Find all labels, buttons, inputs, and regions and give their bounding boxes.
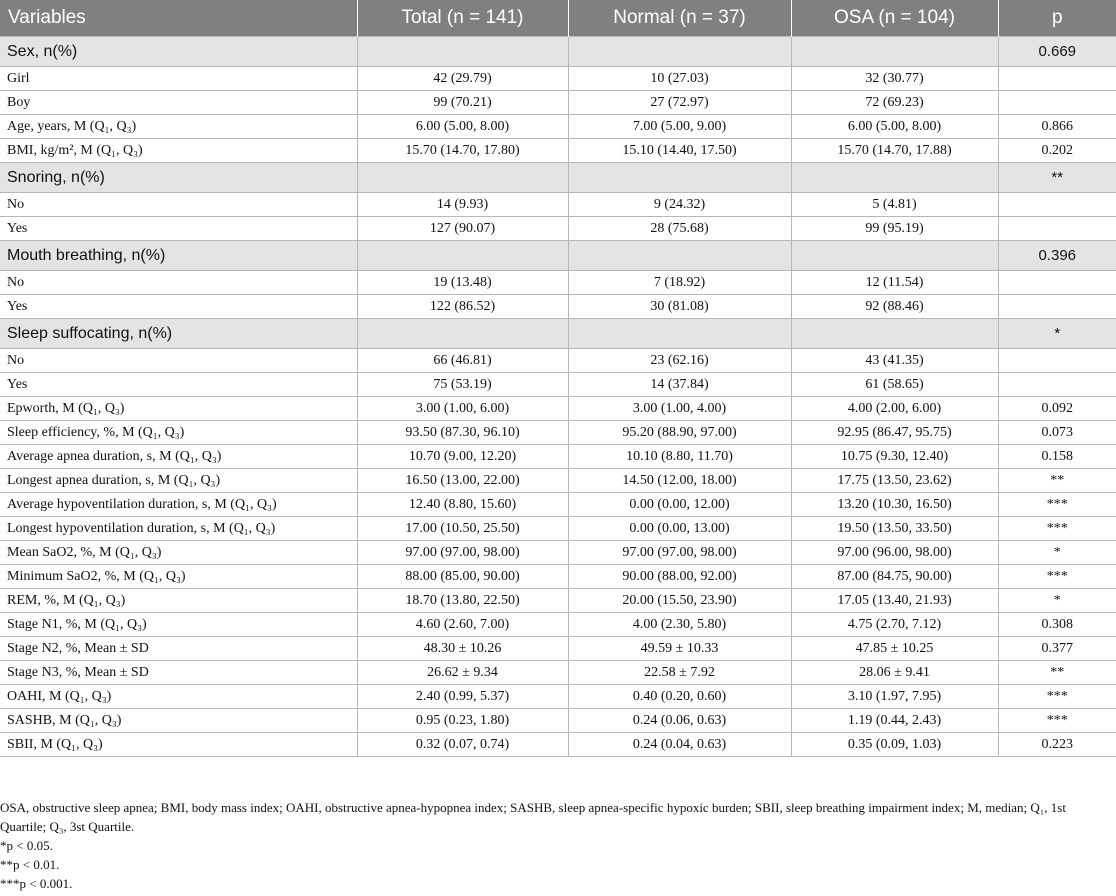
value-cell: 28.06 ± 9.41 <box>791 661 998 685</box>
value-cell: 42 (29.79) <box>357 67 568 91</box>
value-cell: 16.50 (13.00, 22.00) <box>357 469 568 493</box>
value-cell: 47.85 ± 10.25 <box>791 637 998 661</box>
p-value-cell: 0.092 <box>998 397 1116 421</box>
value-cell: 7.00 (5.00, 9.00) <box>568 115 791 139</box>
value-cell <box>568 163 791 193</box>
value-cell: 12 (11.54) <box>791 271 998 295</box>
row-label: Snoring, n(%) <box>0 163 357 193</box>
value-cell: 4.60 (2.60, 7.00) <box>357 613 568 637</box>
value-cell: 95.20 (88.90, 97.00) <box>568 421 791 445</box>
p-value-cell: 0.308 <box>998 613 1116 637</box>
value-cell: 0.00 (0.00, 13.00) <box>568 517 791 541</box>
row-label: Sleep efficiency, %, M (Q₁, Q₃) <box>0 421 357 445</box>
value-cell <box>791 319 998 349</box>
value-cell <box>357 163 568 193</box>
header-normal: Normal (n = 37) <box>568 0 791 37</box>
value-cell: 22.58 ± 7.92 <box>568 661 791 685</box>
value-cell: 0.32 (0.07, 0.74) <box>357 733 568 757</box>
section-row <box>0 241 1116 271</box>
value-cell: 3.00 (1.00, 4.00) <box>568 397 791 421</box>
p-value-cell: 0.396 <box>998 241 1116 271</box>
table-row <box>0 589 1116 613</box>
value-cell: 19.50 (13.50, 33.50) <box>791 517 998 541</box>
p-value-cell <box>998 271 1116 295</box>
row-label: OAHI, M (Q₁, Q₃) <box>0 685 357 709</box>
table-row <box>0 271 1116 295</box>
value-cell: 15.70 (14.70, 17.88) <box>791 139 998 163</box>
footnote-p0001: ***p < 0.001. <box>0 876 73 891</box>
value-cell: 32 (30.77) <box>791 67 998 91</box>
row-label: Yes <box>0 295 357 319</box>
value-cell: 3.10 (1.97, 7.95) <box>791 685 998 709</box>
section-row <box>0 163 1116 193</box>
table-body <box>0 37 1116 757</box>
p-value-cell: 0.866 <box>998 115 1116 139</box>
row-label: Girl <box>0 67 357 91</box>
table-row <box>0 493 1116 517</box>
p-value-cell: *** <box>998 709 1116 733</box>
value-cell: 9 (24.32) <box>568 193 791 217</box>
p-value-cell <box>998 349 1116 373</box>
value-cell: 0.24 (0.04, 0.63) <box>568 733 791 757</box>
value-cell: 3.00 (1.00, 6.00) <box>357 397 568 421</box>
value-cell: 43 (41.35) <box>791 349 998 373</box>
row-label: Yes <box>0 217 357 241</box>
row-label: Longest apnea duration, s, M (Q₁, Q₃) <box>0 469 357 493</box>
p-value-cell: *** <box>998 565 1116 589</box>
value-cell: 88.00 (85.00, 90.00) <box>357 565 568 589</box>
value-cell <box>357 319 568 349</box>
value-cell: 97.00 (97.00, 98.00) <box>357 541 568 565</box>
p-value-cell <box>998 295 1116 319</box>
p-value-cell <box>998 217 1116 241</box>
p-value-cell: 0.377 <box>998 637 1116 661</box>
header-p: p <box>998 0 1116 37</box>
row-label: Stage N2, %, Mean ± SD <box>0 637 357 661</box>
row-label: Sex, n(%) <box>0 37 357 67</box>
value-cell: 92.95 (86.47, 95.75) <box>791 421 998 445</box>
value-cell <box>791 37 998 67</box>
value-cell: 0.00 (0.00, 12.00) <box>568 493 791 517</box>
section-row <box>0 37 1116 67</box>
value-cell: 66 (46.81) <box>357 349 568 373</box>
p-value-cell <box>998 373 1116 397</box>
value-cell: 0.35 (0.09, 1.03) <box>791 733 998 757</box>
p-value-cell: 0.202 <box>998 139 1116 163</box>
row-label: No <box>0 271 357 295</box>
value-cell <box>357 37 568 67</box>
value-cell: 90.00 (88.00, 92.00) <box>568 565 791 589</box>
row-label: No <box>0 193 357 217</box>
p-value-cell: * <box>998 541 1116 565</box>
value-cell: 0.95 (0.23, 1.80) <box>357 709 568 733</box>
p-value-cell: * <box>998 589 1116 613</box>
header-osa: OSA (n = 104) <box>791 0 998 37</box>
table-row <box>0 373 1116 397</box>
value-cell: 0.24 (0.06, 0.63) <box>568 709 791 733</box>
table-row <box>0 349 1116 373</box>
value-cell: 2.40 (0.99, 5.37) <box>357 685 568 709</box>
p-value-cell: *** <box>998 517 1116 541</box>
value-cell: 92 (88.46) <box>791 295 998 319</box>
footnote-p005: *p < 0.05. <box>0 838 53 853</box>
header-row <box>0 0 1116 37</box>
row-label: SASHB, M (Q₁, Q₃) <box>0 709 357 733</box>
value-cell <box>357 241 568 271</box>
value-cell: 20.00 (15.50, 23.90) <box>568 589 791 613</box>
value-cell: 28 (75.68) <box>568 217 791 241</box>
value-cell <box>791 163 998 193</box>
row-label: Boy <box>0 91 357 115</box>
value-cell: 6.00 (5.00, 8.00) <box>791 115 998 139</box>
p-value-cell: 0.669 <box>998 37 1116 67</box>
value-cell: 10 (27.03) <box>568 67 791 91</box>
header-variables: Variables <box>0 0 357 37</box>
value-cell: 27 (72.97) <box>568 91 791 115</box>
value-cell: 48.30 ± 10.26 <box>357 637 568 661</box>
value-cell: 14.50 (12.00, 18.00) <box>568 469 791 493</box>
value-cell: 26.62 ± 9.34 <box>357 661 568 685</box>
value-cell: 49.59 ± 10.33 <box>568 637 791 661</box>
value-cell: 15.70 (14.70, 17.80) <box>357 139 568 163</box>
table-row <box>0 541 1116 565</box>
value-cell: 122 (86.52) <box>357 295 568 319</box>
table-row <box>0 217 1116 241</box>
table-row <box>0 91 1116 115</box>
value-cell: 15.10 (14.40, 17.50) <box>568 139 791 163</box>
p-value-cell: ** <box>998 661 1116 685</box>
p-value-cell: 0.223 <box>998 733 1116 757</box>
value-cell: 4.75 (2.70, 7.12) <box>791 613 998 637</box>
p-value-cell: *** <box>998 685 1116 709</box>
table-row <box>0 469 1116 493</box>
header-total: Total (n = 141) <box>357 0 568 37</box>
value-cell: 0.40 (0.20, 0.60) <box>568 685 791 709</box>
p-value-cell: ** <box>998 163 1116 193</box>
value-cell <box>791 241 998 271</box>
value-cell: 5 (4.81) <box>791 193 998 217</box>
footnotes <box>0 798 1116 893</box>
value-cell: 10.75 (9.30, 12.40) <box>791 445 998 469</box>
row-label: Longest hypoventilation duration, s, M (Q₁, Q₃) <box>0 517 357 541</box>
table-row <box>0 613 1116 637</box>
value-cell: 12.40 (8.80, 15.60) <box>357 493 568 517</box>
value-cell: 4.00 (2.30, 5.80) <box>568 613 791 637</box>
row-label: Age, years, M (Q₁, Q₃) <box>0 115 357 139</box>
value-cell: 99 (70.21) <box>357 91 568 115</box>
value-cell: 14 (9.93) <box>357 193 568 217</box>
value-cell: 4.00 (2.00, 6.00) <box>791 397 998 421</box>
value-cell: 6.00 (5.00, 8.00) <box>357 115 568 139</box>
row-label: Minimum SaO2, %, M (Q₁, Q₃) <box>0 565 357 589</box>
value-cell: 19 (13.48) <box>357 271 568 295</box>
value-cell: 75 (53.19) <box>357 373 568 397</box>
value-cell: 10.10 (8.80, 11.70) <box>568 445 791 469</box>
value-cell: 23 (62.16) <box>568 349 791 373</box>
row-label: REM, %, M (Q₁, Q₃) <box>0 589 357 613</box>
value-cell <box>568 241 791 271</box>
table-row <box>0 685 1116 709</box>
row-label: Yes <box>0 373 357 397</box>
value-cell <box>568 319 791 349</box>
table-row <box>0 193 1116 217</box>
section-row <box>0 319 1116 349</box>
p-value-cell: * <box>998 319 1116 349</box>
p-value-cell: 0.158 <box>998 445 1116 469</box>
table-row <box>0 733 1116 757</box>
value-cell: 127 (90.07) <box>357 217 568 241</box>
p-value-cell <box>998 193 1116 217</box>
value-cell: 97.00 (97.00, 98.00) <box>568 541 791 565</box>
row-label: BMI, kg/m², M (Q₁, Q₃) <box>0 139 357 163</box>
footnote-p001: **p < 0.01. <box>0 857 60 872</box>
value-cell: 17.00 (10.50, 25.50) <box>357 517 568 541</box>
value-cell <box>568 37 791 67</box>
table-row <box>0 67 1116 91</box>
table-row <box>0 397 1116 421</box>
value-cell: 99 (95.19) <box>791 217 998 241</box>
table-row <box>0 565 1116 589</box>
value-cell: 7 (18.92) <box>568 271 791 295</box>
value-cell: 72 (69.23) <box>791 91 998 115</box>
value-cell: 97.00 (96.00, 98.00) <box>791 541 998 565</box>
value-cell: 1.19 (0.44, 2.43) <box>791 709 998 733</box>
row-label: Stage N1, %, M (Q₁, Q₃) <box>0 613 357 637</box>
value-cell: 87.00 (84.75, 90.00) <box>791 565 998 589</box>
table-row <box>0 709 1116 733</box>
p-value-cell: 0.073 <box>998 421 1116 445</box>
table-row <box>0 139 1116 163</box>
value-cell: 17.75 (13.50, 23.62) <box>791 469 998 493</box>
value-cell: 61 (58.65) <box>791 373 998 397</box>
row-label: Mouth breathing, n(%) <box>0 241 357 271</box>
row-label: Epworth, M (Q₁, Q₃) <box>0 397 357 421</box>
value-cell: 14 (37.84) <box>568 373 791 397</box>
row-label: Stage N3, %, Mean ± SD <box>0 661 357 685</box>
p-value-cell <box>998 67 1116 91</box>
row-label: Mean SaO2, %, M (Q₁, Q₃) <box>0 541 357 565</box>
value-cell: 10.70 (9.00, 12.20) <box>357 445 568 469</box>
value-cell: 30 (81.08) <box>568 295 791 319</box>
table-row <box>0 421 1116 445</box>
value-cell: 13.20 (10.30, 16.50) <box>791 493 998 517</box>
value-cell: 93.50 (87.30, 96.10) <box>357 421 568 445</box>
value-cell: 18.70 (13.80, 22.50) <box>357 589 568 613</box>
row-label: Average apnea duration, s, M (Q₁, Q₃) <box>0 445 357 469</box>
value-cell: 17.05 (13.40, 21.93) <box>791 589 998 613</box>
p-value-cell: *** <box>998 493 1116 517</box>
table-row <box>0 517 1116 541</box>
p-value-cell <box>998 91 1116 115</box>
row-label: No <box>0 349 357 373</box>
p-value-cell: ** <box>998 469 1116 493</box>
row-label: Average hypoventilation duration, s, M (Q₁, Q₃) <box>0 493 357 517</box>
abbreviation-note: OSA, obstructive sleep apnea; BMI, body mass index; OAHI, obstructive apnea-hypopnea index; SASHB, sleep apnea-specific hypoxic burden; SBII, sleep breathing impairment index; M, median; Q₁, 1st Quartile; Q₃, 3st Quartile. <box>0 800 1066 834</box>
row-label: Sleep suffocating, n(%) <box>0 319 357 349</box>
table-row <box>0 295 1116 319</box>
row-label: SBII, M (Q₁, Q₃) <box>0 733 357 757</box>
table-row <box>0 661 1116 685</box>
table-row <box>0 115 1116 139</box>
table-row <box>0 637 1116 661</box>
table-row <box>0 445 1116 469</box>
